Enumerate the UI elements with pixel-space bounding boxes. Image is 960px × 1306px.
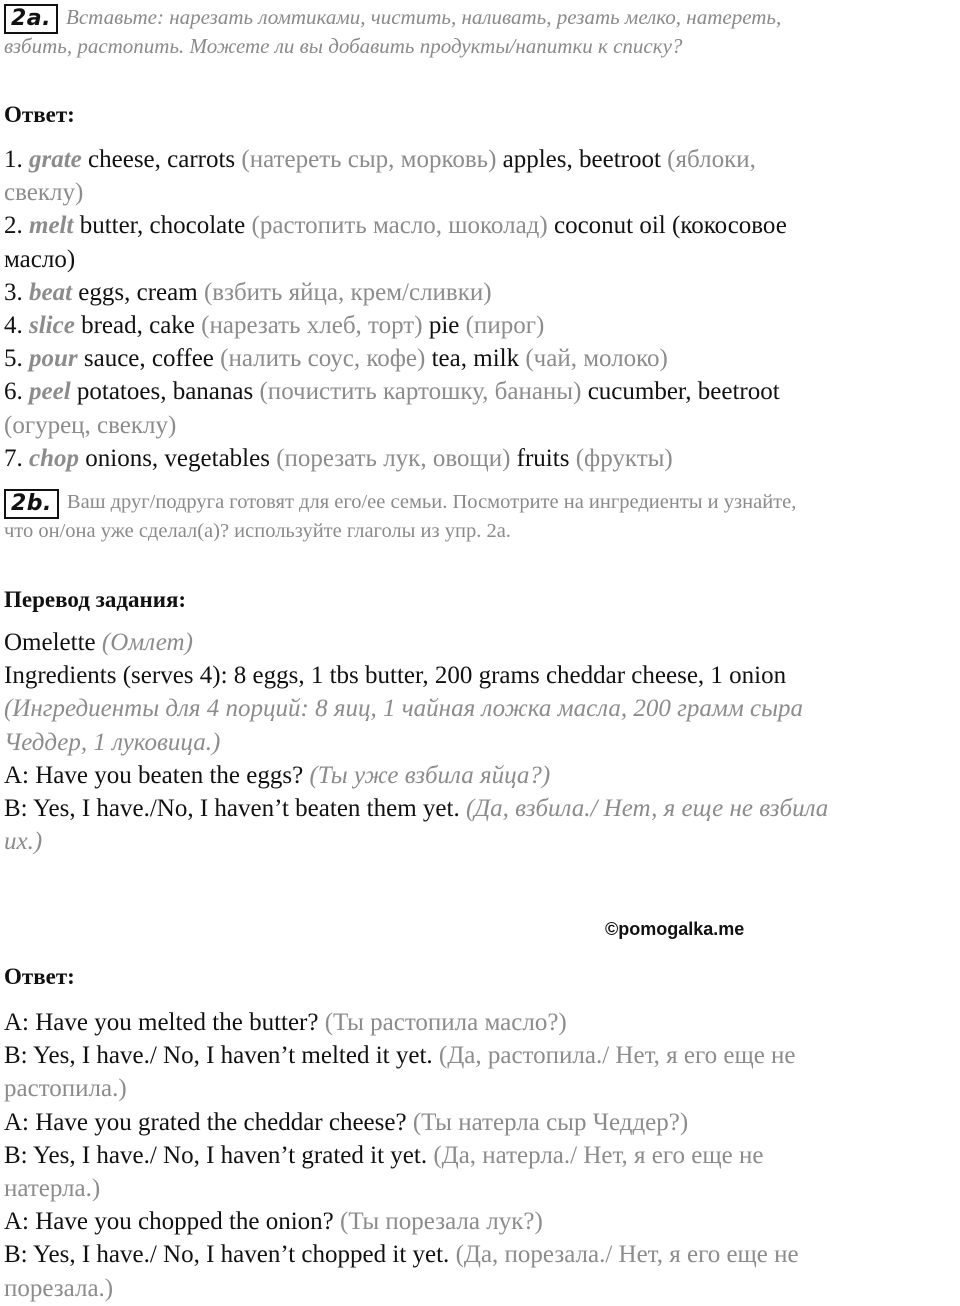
dialog-line-6-cont: порезала.) (4, 1274, 114, 1302)
example-answer-ru: (Да, взбила./ Нет, я еще не взбила (465, 795, 829, 823)
dialog-line-1 (4, 1006, 958, 1039)
answer-item-6 (4, 375, 958, 408)
answer-en: sauce, coffee (77, 345, 221, 373)
task-2a-instruction (66, 4, 781, 31)
answer-heading-2b: Ответ: (4, 964, 75, 989)
task-2b-instruction-line1: Ваш друг/подруга готовят для его/ее семьи. Посмотрите на ингредиенты и узнайте, (66, 491, 797, 514)
dish-name-ru: (Омлет) (101, 629, 193, 657)
answer-extra: coconut oil (547, 212, 672, 240)
answer-ru: (растопить масло, шоколад) (251, 212, 548, 240)
answer-extra-ru: (пирог) (465, 312, 545, 340)
ingredients-ru-line2: Чеддер, 1 луковица.) (4, 728, 221, 756)
answer-extra-ru: (фрукты) (575, 444, 673, 472)
task-2a-instruction-line2: взбить, растопить. Можете ли вы добавить продукты/напитки к списку? (4, 34, 683, 58)
dialog-ru: (Ты порезала лук?) (340, 1208, 543, 1236)
answer-item-6-cont: (огурец, свеклу) (4, 411, 177, 439)
answer-extra: tea, milk (425, 345, 526, 373)
answer-en: onions, vegetables (79, 444, 277, 472)
answer-item-2-cont: масло) (4, 245, 76, 273)
answer-verb: slice (29, 312, 75, 340)
dialog-line-3 (4, 1106, 958, 1139)
dish-name: Omelette (4, 629, 102, 657)
answer-verb: pour (29, 345, 78, 373)
dialog-line-2 (4, 1039, 958, 1072)
answers-2a-list (4, 143, 958, 475)
answer-extra: pie (422, 312, 466, 340)
translation-block (4, 626, 958, 858)
dialog-line-4 (4, 1139, 958, 1172)
task-2a-instruction-line1: Вставьте: нарезать ломтиками, чистить, наливать, резать мелко, натереть, (66, 5, 782, 29)
answer-ru: (порезать лук, овощи) (276, 444, 511, 472)
answer-ru: (взбить яйца, крем/сливки) (203, 278, 492, 306)
answer-extra-ru: (яблоки, (667, 146, 756, 173)
dialog-line-4-cont: натерла.) (4, 1175, 101, 1203)
answer-item-4 (4, 309, 958, 342)
dialog-ru: (Ты натерла сыр Чеддер?) (412, 1108, 689, 1136)
answer-num: 5. (4, 345, 29, 373)
answers-2b-list (4, 1006, 958, 1305)
answer-extra-ru: (чай, молоко) (525, 345, 668, 373)
answer-item-7 (4, 442, 958, 475)
answer-num: 4. (4, 312, 29, 340)
answer-en: potatoes, bananas (70, 378, 260, 406)
answer-num: 2. (4, 212, 29, 240)
answer-en: bread, cake (74, 312, 202, 340)
task-2a-badge: 2a. (4, 4, 58, 34)
answer-verb: melt (29, 212, 74, 240)
dialog-en: B: Yes, I have./ No, I haven’t melted it yet. (4, 1042, 439, 1070)
example-answer (4, 792, 958, 825)
answer-extra: cucumber, beetroot (581, 378, 780, 406)
answer-item-3 (4, 276, 958, 309)
answer-extra: fruits (510, 444, 576, 472)
answer-extra-ru: (кокосовое (672, 212, 787, 240)
answer-extra: apples, beetroot (496, 146, 668, 173)
answer-ru: (налить соус, кофе) (220, 345, 426, 373)
dialog-ru: (Ты растопила масло?) (324, 1009, 567, 1036)
task-2a (4, 4, 958, 34)
answer-ru: (нарезать хлеб, торт) (201, 312, 423, 340)
answer-ru: (почистить картошку, бананы) (259, 378, 582, 406)
answer-item-1-cont: свеклу) (4, 179, 84, 207)
dialog-line-2-cont: растопила.) (4, 1075, 127, 1103)
example-question-en: A: Have you beaten the eggs? (4, 761, 310, 789)
answer-num: 7. (4, 444, 29, 472)
answer-verb: peel (29, 378, 71, 406)
dialog-ru: (Да, растопила./ Нет, я его еще не (438, 1042, 796, 1070)
task-2b-instruction-line2: что он/она уже сделал(а)? используйте глаголы из упр. 2а. (4, 520, 511, 543)
answer-num: 3. (4, 278, 29, 306)
example-answer-cont: их.) (4, 828, 43, 856)
dialog-en: A: Have you chopped the onion? (4, 1208, 341, 1236)
answer-item-1 (4, 143, 958, 176)
example-answer-en: B: Yes, I have./No, I haven’t beaten them yet. (4, 795, 466, 823)
answer-num: 6. (4, 378, 29, 406)
task-2b (4, 489, 958, 519)
ingredients-ru-line1: (Ингредиенты для 4 порций: 8 яиц, 1 чайная ложка масла, 200 грамм сыра (4, 695, 804, 723)
answer-verb: beat (29, 278, 73, 306)
dialog-en: B: Yes, I have./ No, I haven’t chopped it yet. (4, 1241, 456, 1269)
dialog-en: A: Have you grated the cheddar cheese? (4, 1108, 413, 1136)
example-question (4, 759, 958, 792)
answer-verb: grate (29, 146, 82, 173)
answer-num: 1. (4, 146, 29, 173)
dialog-en: A: Have you melted the butter? (4, 1009, 325, 1036)
answer-item-2 (4, 209, 958, 242)
dialog-ru: (Да, порезала./ Нет, я его еще не (455, 1241, 799, 1269)
dialog-line-6 (4, 1238, 958, 1271)
dish-line (4, 626, 958, 659)
dialog-en: B: Yes, I have./ No, I haven’t grated it yet. (4, 1141, 434, 1169)
answer-en: butter, chocolate (73, 212, 252, 240)
copyright-watermark: ©pomogalka.me (605, 919, 745, 939)
task-2b-badge: 2b. (4, 489, 59, 519)
dialog-line-5 (4, 1205, 958, 1238)
ingredients-line: Ingredients (serves 4): 8 eggs, 1 tbs butter, 200 grams cheddar cheese, 1 onion (4, 662, 787, 690)
answer-en: cheese, carrots (81, 146, 242, 173)
answer-en: eggs, cream (72, 278, 204, 306)
example-question-ru: (Ты уже взбила яйца?) (309, 761, 551, 789)
answer-ru: (натереть сыр, морковь) (241, 146, 497, 173)
answer-heading-2a: Ответ: (4, 102, 75, 127)
answer-verb: chop (29, 444, 79, 472)
dialog-ru: (Да, натерла./ Нет, я его еще не (433, 1141, 764, 1169)
answer-item-5 (4, 342, 958, 375)
translation-heading: Перевод задания: (4, 587, 187, 613)
